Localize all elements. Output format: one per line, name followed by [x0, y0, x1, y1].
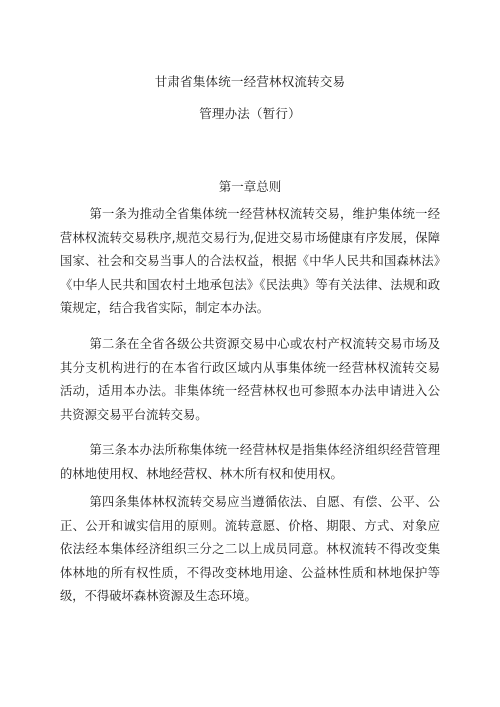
article-3-paragraph: 第三条本办法所称集体统一经营林权是指集体经济组织经营管理的林地使用权、林地经营权、林木所有权和使用权。 [60, 443, 440, 481]
article-4-paragraph: 第四条集体林权流转交易应当遵循依法、自愿、有偿、公平、公正、公开和诚实信用的原则。流转意愿、价格、期限、方式、对象应依法经本集体经济组织三分之二以上成员同意。林权流转不得改变集体林地的所有权性质，不得改变林地用途、公益林性质和林地保护等级，不得破坏森林资源及生态环境。 [60, 495, 440, 603]
document-title-line-2: 管理办法（暂行） [199, 106, 301, 121]
article-1-paragraph: 第一条为推动全省集体统一经营林权流转交易，维护集体统一经营林权流转交易秩序,规范交易行为,促进交易市场健康有序发展，保障国家、社会和交易当事人的合法权益，根据《中华人民共和国森林法》《中华人民共和国农村土地承包法》《民法典》等有关法律、法规和政策规定，结合我省实际，制定本办法。 [60, 207, 440, 315]
chapter-heading: 第一章总则 [218, 179, 282, 194]
article-2-paragraph: 第二条在全省各级公共资源交易中心或农村产权流转交易市场及其分支机构进行的在本省行政区域内从事集体统一经营林权流转交易活动，适用本办法。非集体统一经营林权也可参照本办法申请进入公共资源交易平台流转交易。 [60, 337, 440, 422]
document-title-line-1: 甘肃省集体统一经营林权流转交易 [154, 74, 346, 89]
